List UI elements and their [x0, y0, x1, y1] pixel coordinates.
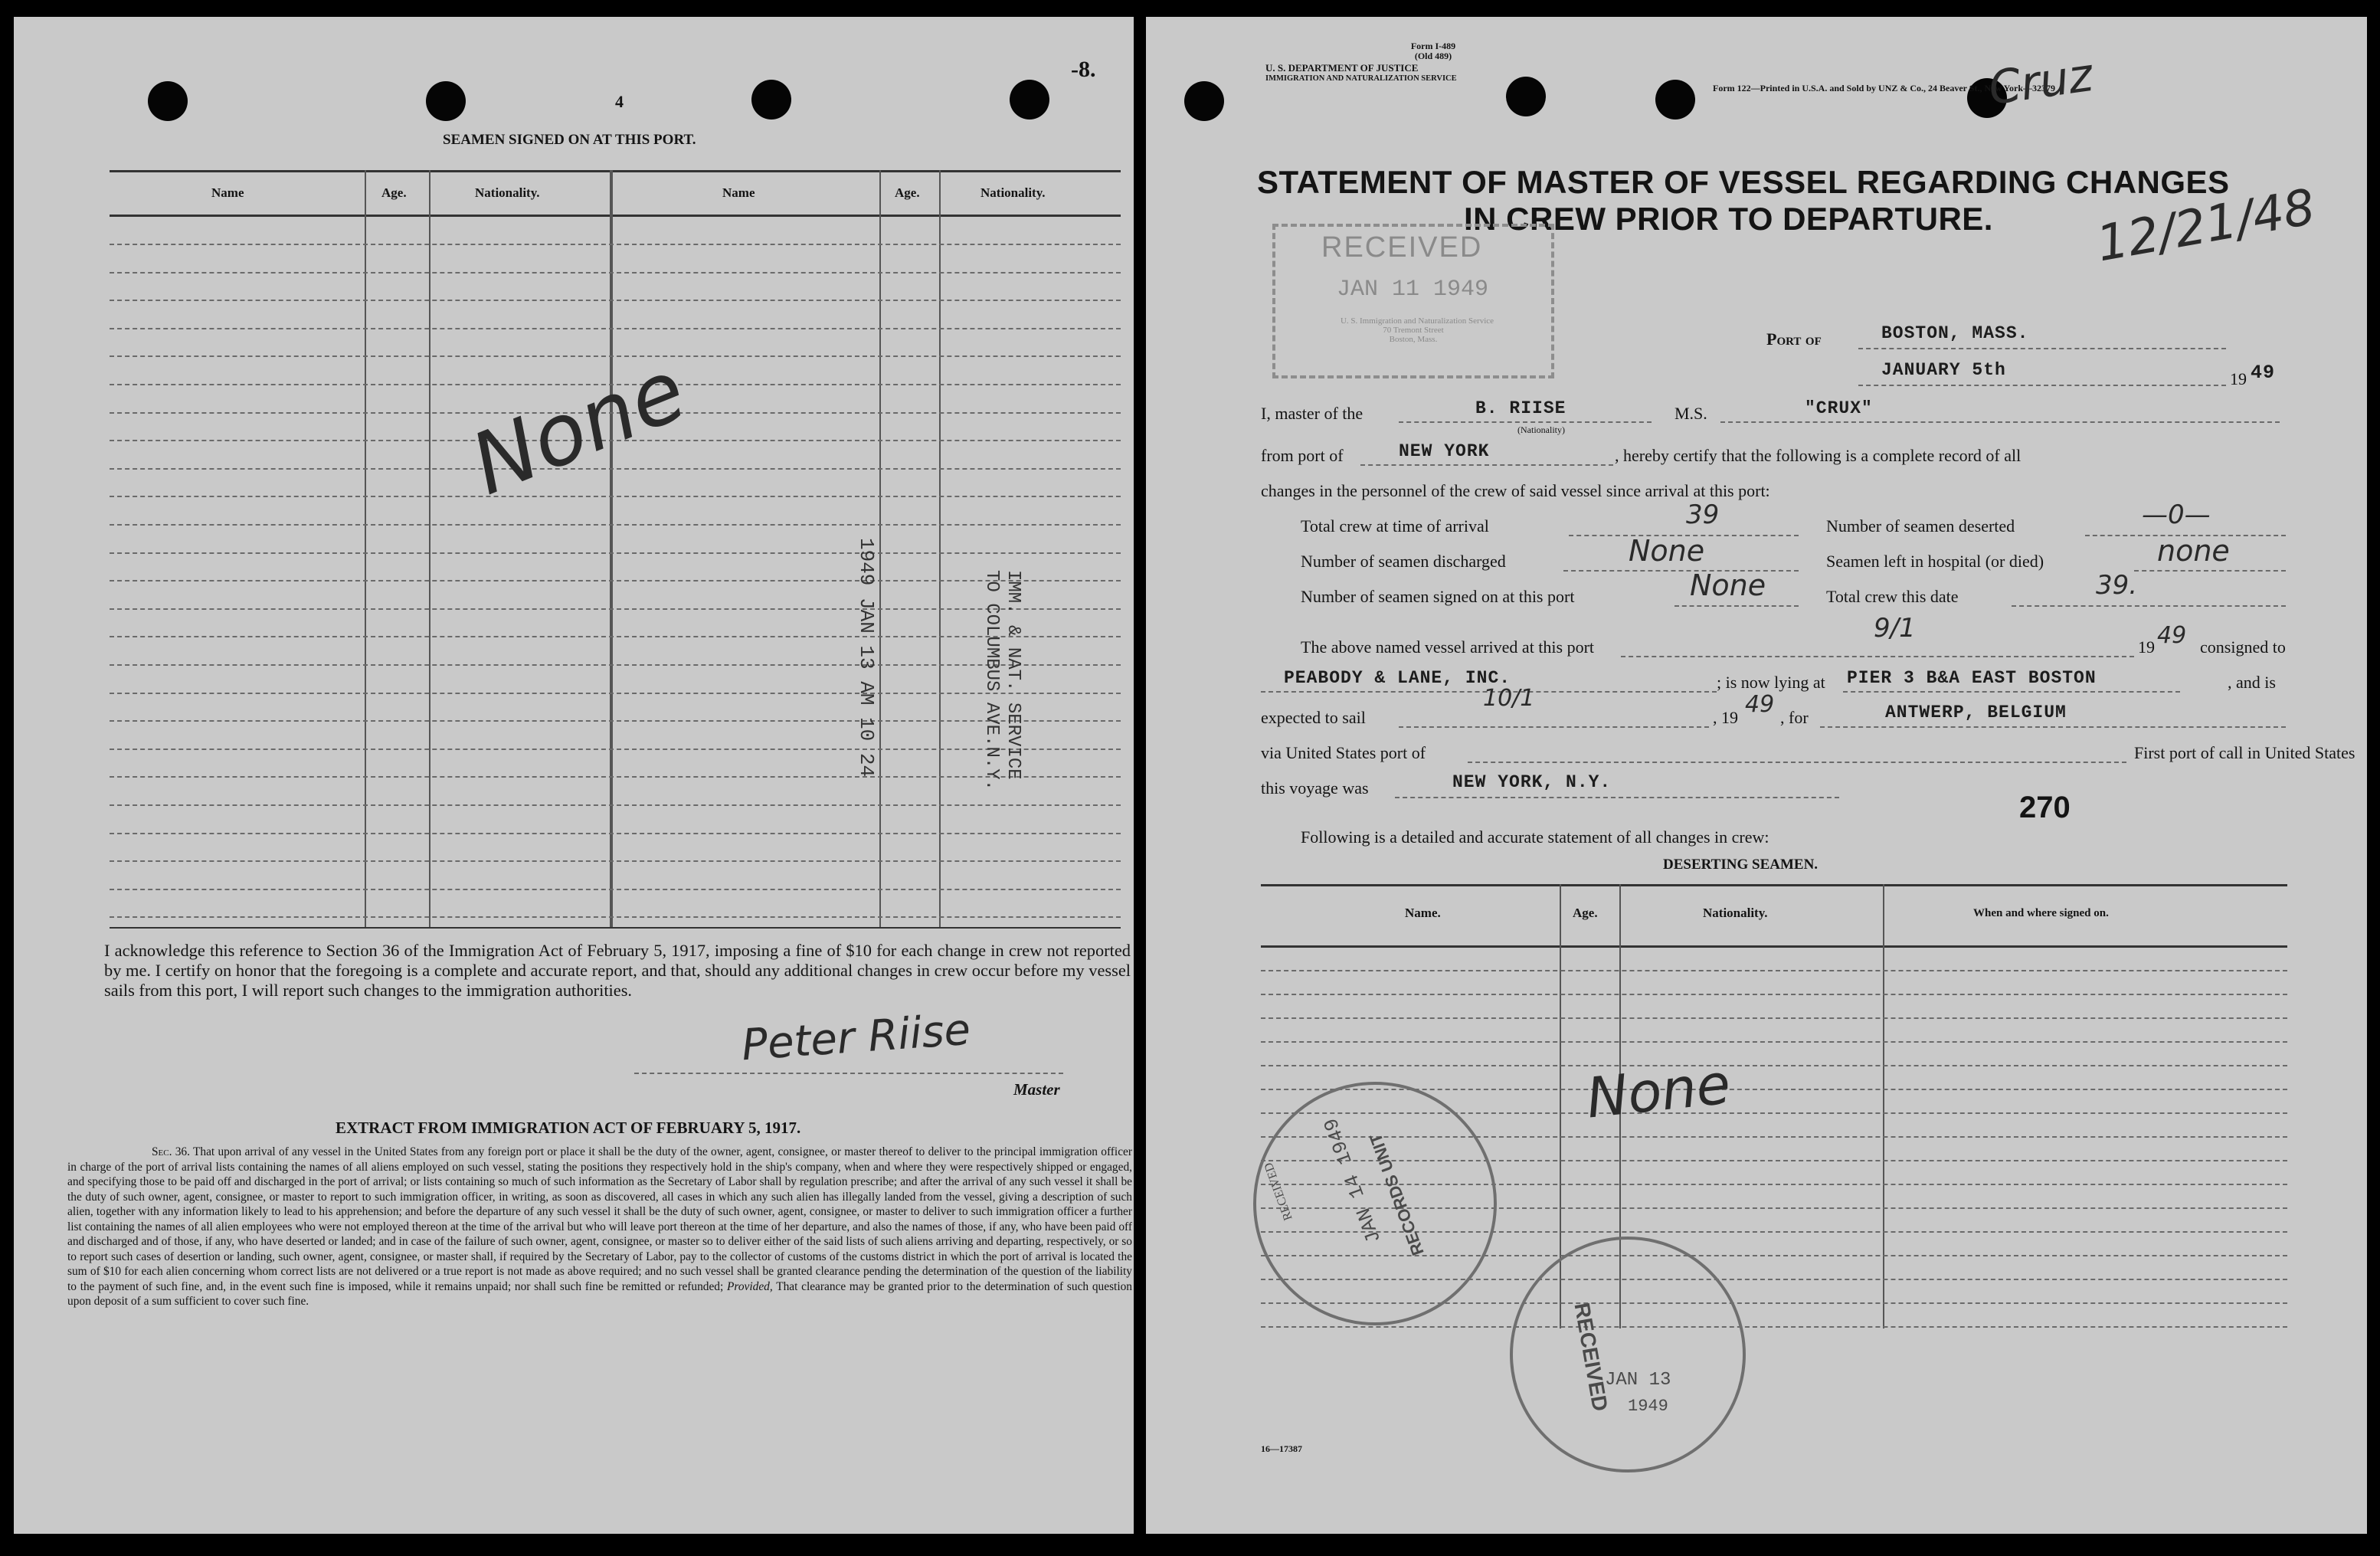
- col-divider: [879, 170, 881, 927]
- handwritten-ship-name: Cruz: [1985, 47, 2097, 116]
- punch-hole: [426, 81, 466, 121]
- from-port-value: NEW YORK: [1399, 441, 1490, 461]
- stamp-date: 1949: [1628, 1397, 1668, 1416]
- received-circle-stamp: [1510, 1237, 1746, 1472]
- table-row: [110, 833, 1121, 834]
- fill-line: [1720, 421, 2280, 423]
- table-row: [110, 580, 1121, 581]
- extract-title: EXTRACT FROM IMMIGRATION ACT OF FEBRUARY 5, 1917.: [336, 1119, 801, 1137]
- stamp-line: RECORDS UNIT: [1365, 1131, 1428, 1259]
- total-arrival-label: Total crew at time of arrival: [1301, 516, 1489, 536]
- master-signature: Peter Riise: [740, 1004, 973, 1071]
- received-stamp: [1272, 224, 1554, 378]
- lying-label: ; is now lying at: [1717, 673, 1825, 692]
- table-row: [110, 636, 1121, 637]
- discharged-value: None: [1629, 534, 1705, 568]
- side-stamp-line: IMM. & NAT. SERVICE: [1003, 570, 1023, 780]
- certify-text: , hereby certify that the following is a complete record of all: [1615, 446, 2022, 465]
- table-row: [110, 608, 1121, 610]
- stamp-line: Boston, Mass.: [1389, 335, 1438, 344]
- date-value: JANUARY 5th: [1881, 360, 2006, 380]
- port-label: Port of: [1766, 329, 1822, 349]
- via-label: via United States port of: [1261, 743, 1426, 762]
- table-row: [110, 916, 1121, 918]
- sail-year: 49: [1745, 691, 1775, 718]
- sail-label: expected to sail: [1261, 708, 1366, 727]
- table-row: [110, 328, 1121, 329]
- from-port-label: from port of: [1261, 446, 1344, 465]
- lying-value: PIER 3 B&A EAST BOSTON: [1847, 668, 2097, 688]
- col-header-name: Name: [722, 185, 755, 200]
- table-row: [110, 693, 1121, 694]
- col-header-age: Age.: [895, 185, 920, 200]
- table-row: [1261, 1326, 2287, 1328]
- punch-hole: [1506, 77, 1546, 116]
- fill-line: [1399, 726, 1709, 728]
- title-line: STATEMENT OF MASTER OF VESSEL REGARDING CHANGES: [1257, 164, 2230, 200]
- year-prefix: 19: [2138, 637, 2155, 657]
- service: IMMIGRATION AND NATURALIZATION SERVICE: [1265, 74, 1457, 83]
- col-header-when-where: When and where signed on.: [1973, 907, 2109, 919]
- fill-line: [2134, 570, 2286, 572]
- table-top-rule: [1261, 884, 2287, 886]
- section-title: SEAMEN SIGNED ON AT THIS PORT.: [443, 132, 696, 148]
- table-row: [110, 804, 1121, 806]
- consignee-value: PEABODY & LANE, INC.: [1284, 668, 1511, 688]
- form-number: [1368, 41, 1498, 61]
- fill-line: [1395, 797, 1839, 798]
- total-arrival-value: 39: [1686, 500, 1720, 530]
- table-bottom-rule: [110, 927, 1121, 929]
- table-row: [110, 496, 1121, 497]
- handwritten-date: 12/21/48: [2092, 179, 2319, 274]
- hospital-value: none: [2157, 534, 2230, 568]
- sail-value: 10/1: [1483, 685, 1535, 712]
- table-row: [1261, 1065, 2287, 1066]
- stamp-date: JAN 11 1949: [1337, 277, 1489, 303]
- table-row: [110, 524, 1121, 526]
- fill-line: [1820, 726, 2286, 728]
- first-port-label: First port of call in United States: [2134, 743, 2355, 762]
- top-mark: -8.: [1071, 57, 1096, 82]
- stamp-date: JAN 13: [1605, 1370, 1671, 1391]
- col-divider: [610, 170, 613, 927]
- col-divider: [939, 170, 941, 927]
- table-row: [1261, 970, 2287, 971]
- title-line: IN CREW PRIOR TO DEPARTURE.: [1464, 201, 1993, 237]
- punch-hole: [751, 80, 791, 120]
- deserted-value: —0—: [2142, 500, 2211, 530]
- table-row: [110, 300, 1121, 301]
- extract-lead: Sec. 36.: [152, 1145, 190, 1158]
- stamp-line: RECEIVED: [1262, 1161, 1295, 1223]
- voyage-value: NEW YORK, N.Y.: [1452, 772, 1612, 792]
- table-row: [110, 244, 1121, 245]
- voyage-label: this voyage was: [1261, 778, 1369, 798]
- col-header-nationality: Nationality.: [980, 185, 1046, 200]
- punch-hole: [1184, 81, 1224, 121]
- col-divider: [429, 170, 430, 927]
- for-value: ANTWERP, BELGIUM: [1885, 703, 2067, 722]
- table-row: [110, 468, 1121, 470]
- side-stamp-line: TO COLUMBUS AVE.N.Y.: [981, 570, 1002, 791]
- table-row: [110, 552, 1121, 554]
- records-unit-stamp: [1253, 1082, 1497, 1325]
- table-row: [110, 749, 1121, 750]
- deserted-label: Number of seamen deserted: [1826, 516, 2015, 536]
- col-header-name: Name.: [1405, 906, 1441, 920]
- col-header-age: Age.: [381, 185, 407, 200]
- extract-tail: That clearance may be granted prior to the determination of such question upon deposit of a sum sufficient to cover such fine.: [67, 1279, 1132, 1308]
- fill-line: [1858, 348, 2226, 349]
- side-stamp: [980, 570, 1023, 791]
- stamp-line: U. S. Immigration and Naturalization Service: [1340, 316, 1494, 326]
- table-row: [110, 272, 1121, 274]
- page-number: 4: [615, 92, 624, 111]
- total-date-label: Total crew this date: [1826, 587, 1959, 606]
- discharged-label: Number of seamen discharged: [1301, 552, 1506, 571]
- punch-hole: [1010, 80, 1049, 120]
- nationality-value: B. RIISE: [1475, 398, 1566, 418]
- right-page: [1146, 17, 2367, 1534]
- extract-text: That upon arrival of any vessel in the United States from any foreign port or place it shall be the duty of the owner, agent, consignee, or master thereof to deliver to the principal immigration officer in charge of the port of arrival lists containing the names of all aliens employed on such vessel, stating the positions they respectively hold in the ship's company, when and where they were respectively shipped or engaged, and specifying those to be paid off and discharged in the port of arrival; or lists containing so much of such information as the Secretary of Labor shall by regulation prescribe; and after the arrival of any such vessel it shall be the duty of such owner, agent, consignee, or master to report to such immigration officer, in writing, as soon as discovered, all cases in which any such alien has illegally landed from the vessel, giving a description of such alien, together with any information likely to lead to his apprehension; and before the departure of any such vessel it shall be the duty of such owner, agent, consignee, or master to deliver to such immigration officer a further list containing the names of all alien employees who were not employed thereon at the time of the arrival but who will leave port thereon at the time of her departure, and also the names of those, if any, who have been paid off and discharged and of those, if any, who have deserted or landed; and in case of the failure of such owner, agent, consignee, or master so to deliver either of the said lists of such aliens arriving and departing, respectively, or so to report such cases of desertion or landing, such owner, agent, consignee, or master shall, if required by the Secretary of Labor, pay to the collector of customs of the customs district in which the port of arrival is located the sum of $10 for each alien concerning whom correct lists are not delivered or a true report is not made as above required; and no such vessel shall be granted clearance pending the determination of the question of the liability to the payment of such fine, and, in the event such fine is imposed, while it remains unpaid; nor shall such fine be remitted or refunded;: [67, 1145, 1132, 1293]
- arrived-label: The above named vessel arrived at this port: [1301, 637, 1595, 657]
- following-text: Following is a detailed and accurate statement of all changes in crew:: [1301, 827, 1769, 847]
- stamp-line: 70 Tremont Street: [1383, 326, 1444, 335]
- department-heading: [1265, 63, 1457, 84]
- signed-label: Number of seamen signed on at this port: [1301, 587, 1575, 606]
- signature-line: [634, 1073, 1063, 1074]
- col-divider: [365, 170, 366, 927]
- stamp-date: JAN 14 1949: [1319, 1115, 1386, 1246]
- left-page: [14, 17, 1134, 1534]
- table-row: [110, 720, 1121, 722]
- handwritten-none: None: [458, 340, 699, 514]
- master-of-label: I, master of the: [1261, 404, 1364, 423]
- table-row: [110, 664, 1121, 666]
- stamp-title: RECEIVED: [1570, 1301, 1612, 1414]
- number-270: 270: [2019, 791, 2071, 824]
- header-rule: [110, 215, 1121, 217]
- and-is-label: , and is: [2228, 673, 2276, 692]
- table-row: [110, 355, 1121, 357]
- fill-line: [1843, 691, 2180, 693]
- changes-text: changes in the personnel of the crew of said vessel since arrival at this port:: [1261, 481, 1770, 500]
- ship-type: M.S.: [1675, 404, 1707, 423]
- col-divider: [1883, 884, 1884, 1328]
- table-row: [110, 860, 1121, 862]
- form-code: 16—17387: [1261, 1443, 1302, 1454]
- acknowledgement-text: I acknowledge this reference to Section 36 of the Immigration Act of February 5, 1917, imposing a fine of $10 for each change in crew not reported by me. I certify on honor that the foregoing is a complete and accurate report, and that, should any additional changes in crew occur before my vessel sails from this port, I will report such changes to the immigration authorities.: [104, 941, 1131, 1000]
- year-prefix: 19: [2230, 369, 2247, 388]
- signed-value: None: [1690, 568, 1766, 602]
- punch-hole: [1655, 80, 1695, 120]
- extract-italic: Provided,: [727, 1279, 773, 1293]
- stamp-title: RECEIVED: [1321, 231, 1483, 264]
- extract-body: [67, 1145, 1132, 1309]
- col-header-nationality: Nationality.: [1703, 906, 1768, 920]
- hospital-label: Seamen left in hospital (or died): [1826, 552, 2044, 571]
- col-header-nationality: Nationality.: [475, 185, 540, 200]
- table-row: [110, 776, 1121, 778]
- col-header-name: Name: [211, 185, 244, 200]
- form-no: Form I-489: [1410, 41, 1456, 51]
- for-label: , for: [1780, 708, 1809, 727]
- fill-line: [1621, 656, 2134, 657]
- fill-line: [2012, 605, 2286, 607]
- sail-year-prefix: , 19: [1713, 708, 1738, 727]
- ship-name: "CRUX": [1805, 398, 1873, 418]
- table-row: [1261, 994, 2287, 995]
- header-rule: [1261, 945, 2287, 948]
- table-row: [1261, 1041, 2287, 1043]
- arrived-year: 49: [2157, 622, 2187, 649]
- master-label: Master: [1013, 1080, 1060, 1099]
- fill-line: [1858, 385, 2226, 386]
- printer-note: Form 122—Printed in U.S.A. and Sold by UNZ & Co., 24 Beaver St., New York—32379: [1713, 83, 2056, 93]
- department: U. S. DEPARTMENT OF JUSTICE: [1265, 62, 1419, 74]
- side-stamp-date: 1949 JAN 13 AM 10 24: [855, 538, 878, 778]
- table-row: [110, 889, 1121, 890]
- total-date-value: 39.: [2096, 570, 2138, 601]
- consigned-label: consigned to: [2200, 637, 2286, 657]
- table-top-rule: [110, 170, 1121, 172]
- handwritten-none: None: [1583, 1051, 1733, 1131]
- deserting-title: DESERTING SEAMEN.: [1663, 857, 1819, 873]
- form-old: (Old 489): [1414, 51, 1452, 61]
- year-value: 49: [2251, 362, 2276, 384]
- nationality-label: (Nationality): [1517, 424, 1565, 435]
- fill-line: [1468, 762, 2126, 763]
- col-header-age: Age.: [1573, 906, 1598, 920]
- fill-line: [1675, 605, 1799, 607]
- arrived-value: 9/1: [1874, 613, 1916, 644]
- punch-hole: [148, 81, 188, 121]
- fill-line: [1360, 464, 1613, 466]
- table-row: [1261, 1017, 2287, 1019]
- port-value: BOSTON, MASS.: [1881, 323, 2029, 343]
- fill-line: [1399, 421, 1652, 423]
